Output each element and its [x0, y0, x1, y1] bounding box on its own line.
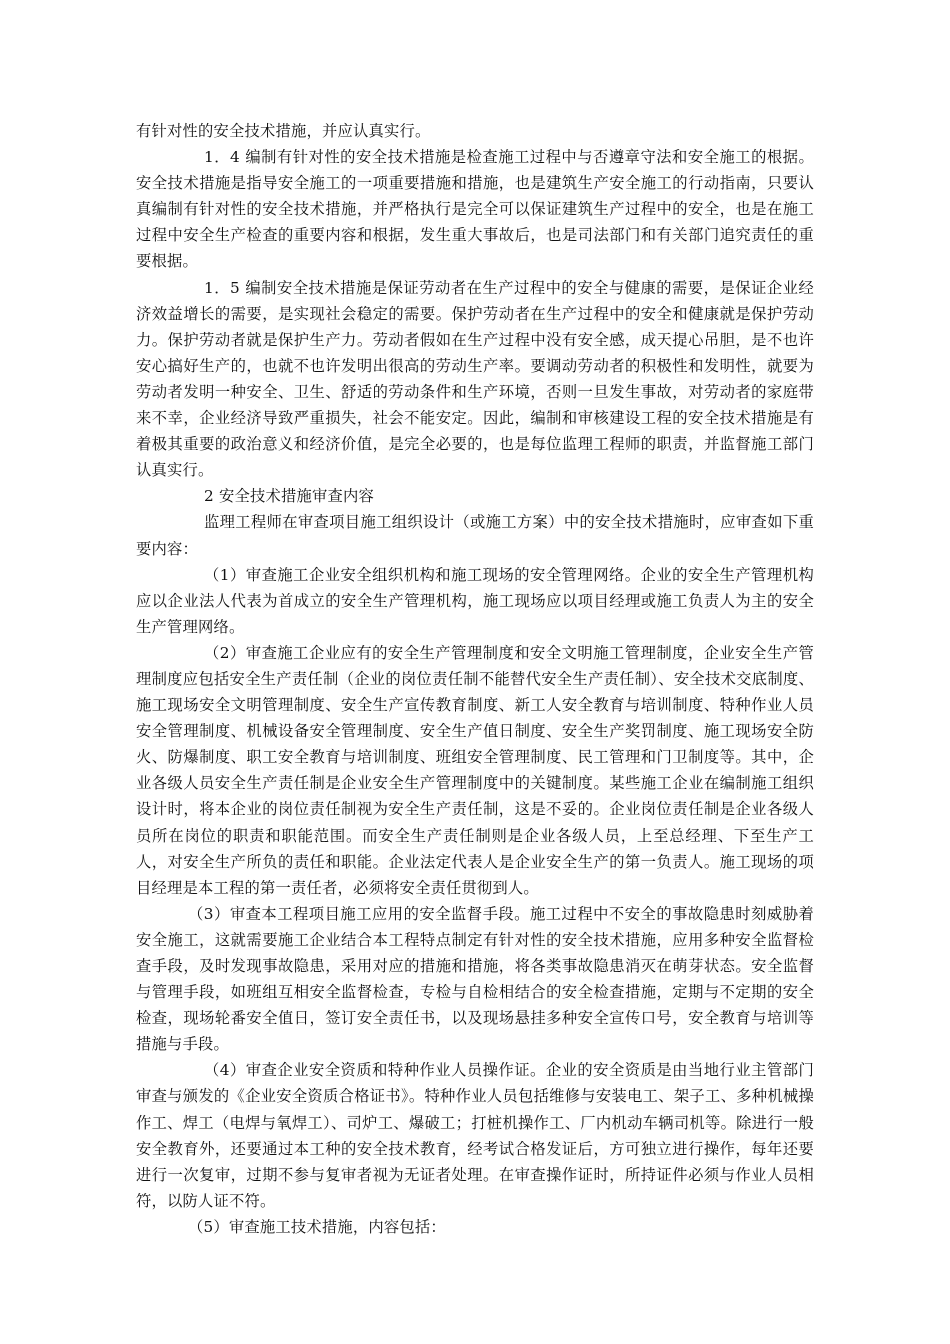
- paragraph-review-intro: 监理工程师在审查项目施工组织设计（或施工方案）中的安全技术措施时，应审查如下重要内容：: [136, 513, 814, 558]
- document-body: [136, 118, 814, 1240]
- paragraph-1-5: 1．5 编制安全技术措施是保证劳动者在生产过程中的安全与健康的需要，是保证企业经济效益增长的需要，是实现社会稳定的需要。保护劳动者在生产过程中的安全和健康就是保护劳动力。保护劳动者就是保护生产力。劳动者假如在生产过程中没有安全感，成天提心吊胆，是不也许安心搞好生产的，也就不也许发明出很高的劳动生产率。要调动劳动者的积极性和发明性，就要为劳动者发明一种安全、卫生、舒适的劳动条件和生产环境，否则一旦发生事故，对劳动者的家庭带来不幸，企业经济导致严重损失，社会不能安定。因此，编制和审核建设工程的安全技术措施是有着极其重要的政治意义和经济价值，是完全必要的，也是每位监理工程师的职责，并监督施工部门认真实行。: [136, 278, 814, 480]
- paragraph-item-1: （1）审查施工企业安全组织机构和施工现场的安全管理网络。企业的安全生产管理机构应以企业法人代表为首成立的安全生产管理机构，施工现场应以项目经理或施工负责人为主的安全生产管理网络。: [136, 565, 814, 636]
- paragraph-item-4: （4）审查企业安全资质和特种作业人员操作证。企业的安全资质是由当地行业主管部门审查与颁发的《企业安全资质合格证书》。特种作业人员包括维修与安装电工、架子工、多种机械操作工、焊工（电焊与氧焊工）、司炉工、爆破工；打桩机操作工、厂内机动车辆司机等。除进行一般安全教育外，还要通过本工种的安全技术教育，经考试合格发证后，方可独立进行操作，每年还要进行一次复审，过期不参与复审者视为无证者处理。在审查操作证时，所持证件必须与作业人员相符，以防人证不符。: [136, 1061, 814, 1210]
- section-heading-2: 2 安全技术措施审查内容: [204, 487, 374, 506]
- paragraph-item-3: （3）审查本工程项目施工应用的安全监督手段。施工过程中不安全的事故隐患时刻威胁着安全施工，这就需要施工企业结合本工程特点制定有针对性的安全技术措施，应用多种安全监督检查手段，及时发现事故隐患，采用对应的措施和措施，将各类事故隐患消灭在萌芽状态。安全监督与管理手段，如班组互相安全监督检查，专检与自检相结合的安全检查措施，定期与不定期的安全检查，现场轮番安全值日，签订安全责任书，以及现场悬挂多种安全宣传口号，安全教育与培训等措施与手段。: [136, 904, 814, 1054]
- paragraph-item-2: （2）审查施工企业应有的安全生产管理制度和安全文明施工管理制度，企业安全生产管理制度应包括安全生产责任制（企业的岗位责任制不能替代安全生产责任制）、安全技术交底制度、施工现场安全文明管理制度、安全生产宣传教育制度、新工人安全教育与培训制度、特种作业人员安全管理制度、机械设备安全管理制度、安全生产值日制度、安全生产奖罚制度、施工现场安全防火、防爆制度、职工安全教育与培训制度、班组安全管理制度、民工管理和门卫制度等。其中，企业各级人员安全生产责任制是企业安全生产管理制度中的关键制度。某些施工企业在编制施工组织设计时，将本企业的岗位责任制视为安全生产责任制，这是不妥的。企业岗位责任制是企业各级人员所在岗位的职责和职能范围。而安全生产责任制则是企业各级人员，上至总经理、下至生产工人，对安全生产所负的责任和职能。企业法定代表人是企业安全生产的第一负责人。施工现场的项目经理是本工程的第一责任者，必须将安全责任贯彻到人。: [136, 643, 814, 897]
- paragraph-1-4: 1．4 编制有针对性的安全技术措施是检查施工过程中与否遵章守法和安全施工的根据。安全技术措施是指导安全施工的一项重要措施和措施，也是建筑生产安全施工的行动指南，只要认真编制有针对性的安全技术措施，并严格执行是完全可以保证建筑生产过程中的安全，也是在施工过程中安全生产检查的重要内容和根据，发生重大事故后，也是司法部门和有关部门追究责任的重要根据。: [136, 148, 814, 271]
- paragraph-item-5: （5）审查施工技术措施，内容包括：: [188, 1217, 446, 1236]
- paragraph-continuation: 有针对性的安全技术措施，并应认真实行。: [136, 122, 431, 140]
